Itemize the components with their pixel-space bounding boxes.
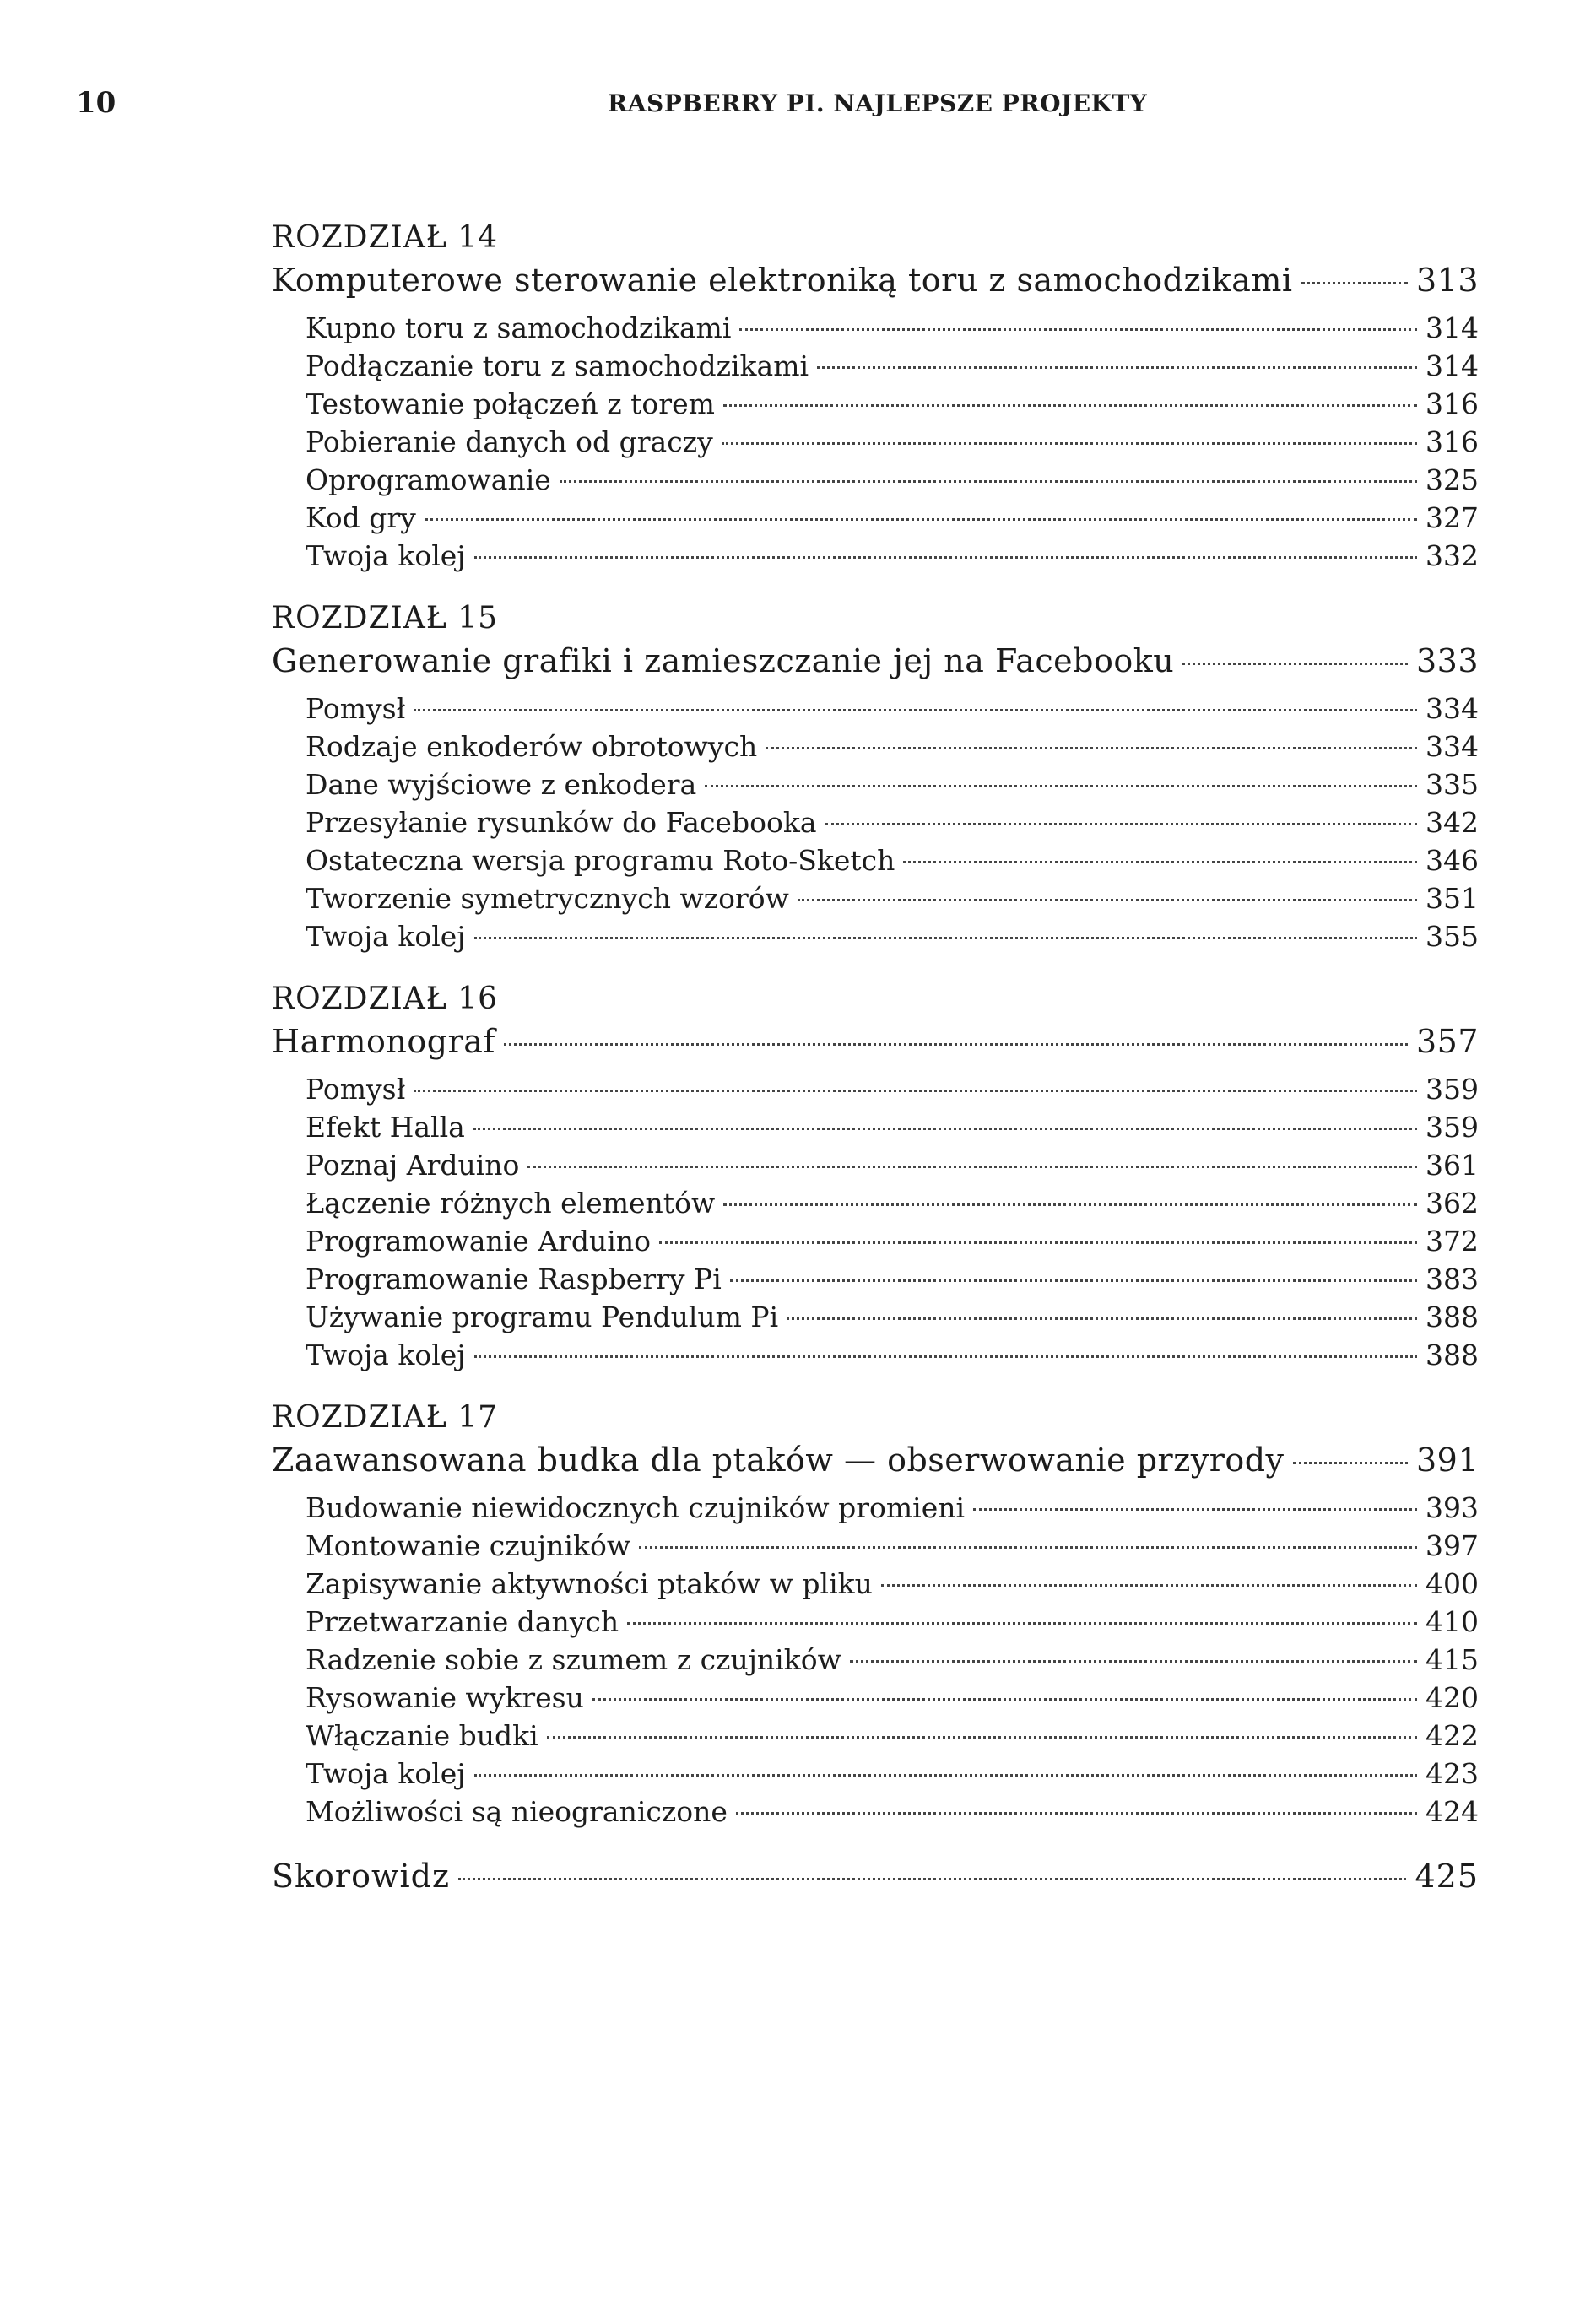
chapter-title-row[interactable]	[272, 1438, 1479, 1484]
dot-leader	[474, 1774, 1417, 1777]
chapter-page: 333	[1415, 642, 1479, 679]
section-entry[interactable]	[306, 803, 1479, 841]
dot-leader	[425, 518, 1417, 521]
running-head: RASPBERRY PI. NAJLEPSZE PROJEKTY	[608, 89, 1148, 117]
dot-leader	[627, 1622, 1417, 1625]
section-title: Ostateczna wersja programu Roto-Sketch	[306, 844, 895, 877]
section-title: Rodzaje enkoderów obrotowych	[306, 730, 758, 763]
section-entry[interactable]	[306, 1489, 1479, 1527]
section-title: Rysowanie wykresu	[306, 1681, 584, 1714]
dot-leader	[1301, 282, 1408, 284]
chapter-label: ROZDZIAŁ 15	[272, 601, 499, 636]
section-entry[interactable]	[306, 1527, 1479, 1565]
section-page: 314	[1426, 311, 1479, 344]
dot-leader	[903, 861, 1417, 863]
index-title: Skorowidz	[272, 1858, 451, 1895]
section-entry[interactable]	[306, 347, 1479, 385]
dot-leader	[973, 1508, 1417, 1511]
dot-leader	[787, 1317, 1417, 1320]
chapter-page: 357	[1415, 1023, 1479, 1060]
chapter-page: 391	[1415, 1441, 1479, 1479]
section-title: Możliwości są nieograniczone	[306, 1795, 728, 1828]
dot-leader	[1293, 1462, 1408, 1464]
section-page: 359	[1426, 1073, 1479, 1106]
section-page: 388	[1426, 1301, 1479, 1333]
chapter-title-row[interactable]	[272, 258, 1479, 304]
section-page: 334	[1426, 730, 1479, 763]
dot-leader	[592, 1698, 1417, 1701]
section-entry[interactable]	[306, 1755, 1479, 1793]
section-title: Pobieranie danych od graczy	[306, 425, 713, 458]
section-entry[interactable]	[306, 1298, 1479, 1336]
section-page: 361	[1426, 1149, 1479, 1182]
section-entry[interactable]	[306, 1260, 1479, 1298]
section-page: 314	[1426, 349, 1479, 382]
section-entry[interactable]	[306, 1603, 1479, 1641]
chapter-16	[272, 979, 1479, 1374]
section-page: 372	[1426, 1225, 1479, 1258]
section-entry[interactable]	[306, 537, 1479, 575]
section-page: 423	[1426, 1757, 1479, 1790]
section-title: Tworzenie symetrycznych wzorów	[306, 882, 789, 915]
dot-leader	[527, 1166, 1417, 1168]
section-page: 383	[1426, 1263, 1479, 1295]
section-list	[306, 1070, 1479, 1374]
dot-leader	[730, 1279, 1417, 1282]
section-entry[interactable]	[306, 727, 1479, 765]
dot-leader	[705, 785, 1417, 787]
section-title: Podłączanie toru z samochodzikami	[306, 349, 809, 382]
section-title: Kupno toru z samochodzikami	[306, 311, 732, 344]
section-page: 342	[1426, 806, 1479, 839]
section-entry[interactable]	[306, 1793, 1479, 1831]
section-title: Radzenie sobie z szumem z czujników	[306, 1643, 841, 1676]
section-list	[306, 309, 1479, 575]
section-title: Używanie programu Pendulum Pi	[306, 1301, 779, 1333]
section-title: Twoja kolej	[306, 920, 466, 953]
section-page: 388	[1426, 1339, 1479, 1371]
dot-leader	[723, 1203, 1417, 1206]
section-page: 316	[1426, 425, 1479, 458]
dot-leader	[414, 709, 1417, 711]
section-entry[interactable]	[306, 1222, 1479, 1260]
section-title: Testowanie połączeń z torem	[306, 387, 715, 420]
section-title: Przesyłanie rysunków do Facebooka	[306, 806, 817, 839]
chapter-label: ROZDZIAŁ 14	[272, 220, 499, 255]
section-title: Pomysł	[306, 1073, 406, 1106]
chapter-label: ROZDZIAŁ 17	[272, 1400, 499, 1435]
dot-leader	[639, 1546, 1417, 1549]
dot-leader	[817, 366, 1417, 369]
section-title: Twoja kolej	[306, 1757, 466, 1790]
section-title: Oprogramowanie	[306, 463, 551, 496]
section-title: Programowanie Arduino	[306, 1225, 651, 1258]
section-page: 359	[1426, 1111, 1479, 1144]
section-entry[interactable]	[306, 879, 1479, 917]
section-title: Twoja kolej	[306, 539, 466, 572]
section-page: 397	[1426, 1529, 1479, 1562]
dot-leader	[414, 1090, 1417, 1092]
dot-leader	[547, 1736, 1417, 1739]
chapter-17	[272, 1398, 1479, 1831]
section-entry[interactable]	[306, 1717, 1479, 1755]
dot-leader	[736, 1812, 1417, 1815]
section-entry[interactable]	[306, 1336, 1479, 1374]
section-entry[interactable]	[306, 1565, 1479, 1603]
dot-leader	[798, 899, 1417, 901]
section-page: 325	[1426, 463, 1479, 496]
dot-leader	[739, 328, 1417, 331]
section-title: Twoja kolej	[306, 1339, 466, 1371]
section-page: 393	[1426, 1491, 1479, 1524]
table-of-contents	[272, 218, 1479, 1898]
dot-leader	[560, 480, 1417, 483]
section-entry[interactable]	[306, 1108, 1479, 1146]
section-title: Łączenie różnych elementów	[306, 1187, 716, 1220]
dot-leader	[474, 937, 1417, 939]
section-page: 316	[1426, 387, 1479, 420]
section-title: Dane wyjściowe z enkodera	[306, 768, 697, 801]
section-page: 424	[1426, 1795, 1479, 1828]
chapter-title-row[interactable]	[272, 1020, 1479, 1065]
section-page: 332	[1426, 539, 1479, 572]
section-title: Zapisywanie aktywności ptaków w pliku	[306, 1567, 873, 1600]
page-number: 10	[76, 86, 116, 120]
section-page: 400	[1426, 1567, 1479, 1600]
section-title: Pomysł	[306, 692, 406, 725]
dot-leader	[722, 442, 1417, 445]
section-page: 334	[1426, 692, 1479, 725]
section-entry[interactable]	[306, 1070, 1479, 1108]
section-entry[interactable]	[306, 690, 1479, 727]
section-title: Montowanie czujników	[306, 1529, 631, 1562]
section-entry[interactable]	[306, 1184, 1479, 1222]
section-entry[interactable]	[306, 385, 1479, 423]
chapter-page: 313	[1415, 262, 1479, 299]
section-page: 346	[1426, 844, 1479, 877]
section-page: 410	[1426, 1605, 1479, 1638]
dot-leader	[825, 823, 1418, 825]
section-entry[interactable]	[306, 765, 1479, 803]
dot-leader	[723, 404, 1417, 407]
chapter-15	[272, 598, 1479, 955]
section-entry[interactable]	[306, 1679, 1479, 1717]
dot-leader	[458, 1878, 1406, 1880]
section-entry[interactable]	[306, 499, 1479, 537]
index-entry[interactable]	[272, 1854, 1479, 1898]
section-entry[interactable]	[306, 1146, 1479, 1184]
section-page: 335	[1426, 768, 1479, 801]
section-title: Budowanie niewidocznych czujników promieni	[306, 1491, 966, 1524]
section-entry[interactable]	[306, 917, 1479, 955]
section-page: 422	[1426, 1719, 1479, 1752]
dot-leader	[659, 1241, 1417, 1244]
section-page: 327	[1426, 501, 1479, 534]
index-page: 425	[1415, 1858, 1479, 1895]
chapter-title-row[interactable]	[272, 639, 1479, 684]
dot-leader	[474, 556, 1417, 559]
section-page: 351	[1426, 882, 1479, 915]
chapter-title: Harmonograf	[272, 1023, 495, 1060]
section-entry[interactable]	[306, 841, 1479, 879]
chapter-title: Generowanie grafiki i zamieszczanie jej na Facebooku	[272, 642, 1175, 679]
section-entry[interactable]	[306, 309, 1479, 347]
section-entry[interactable]	[306, 1641, 1479, 1679]
chapter-title: Komputerowe sterowanie elektroniką toru z samochodzikami	[272, 262, 1293, 299]
dot-leader	[473, 1128, 1417, 1130]
section-entry[interactable]	[306, 461, 1479, 499]
chapter-title: Zaawansowana budka dla ptaków — obserwowanie przyrody	[272, 1441, 1285, 1479]
section-title: Przetwarzanie danych	[306, 1605, 619, 1638]
section-list	[306, 690, 1479, 955]
section-page: 420	[1426, 1681, 1479, 1714]
dot-leader	[474, 1355, 1417, 1358]
dot-leader	[766, 747, 1417, 749]
section-page: 355	[1426, 920, 1479, 953]
chapter-14	[272, 218, 1479, 575]
section-title: Poznaj Arduino	[306, 1149, 520, 1182]
dot-leader	[504, 1043, 1408, 1046]
section-title: Kod gry	[306, 501, 416, 534]
dot-leader	[850, 1660, 1417, 1663]
section-page: 415	[1426, 1643, 1479, 1676]
dot-leader	[881, 1584, 1417, 1587]
section-title: Programowanie Raspberry Pi	[306, 1263, 722, 1295]
section-list	[306, 1489, 1479, 1831]
dot-leader	[1182, 663, 1408, 665]
section-entry[interactable]	[306, 423, 1479, 461]
chapter-label: ROZDZIAŁ 16	[272, 982, 499, 1016]
section-page: 362	[1426, 1187, 1479, 1220]
section-title: Efekt Halla	[306, 1111, 465, 1144]
section-title: Włączanie budki	[306, 1719, 538, 1752]
